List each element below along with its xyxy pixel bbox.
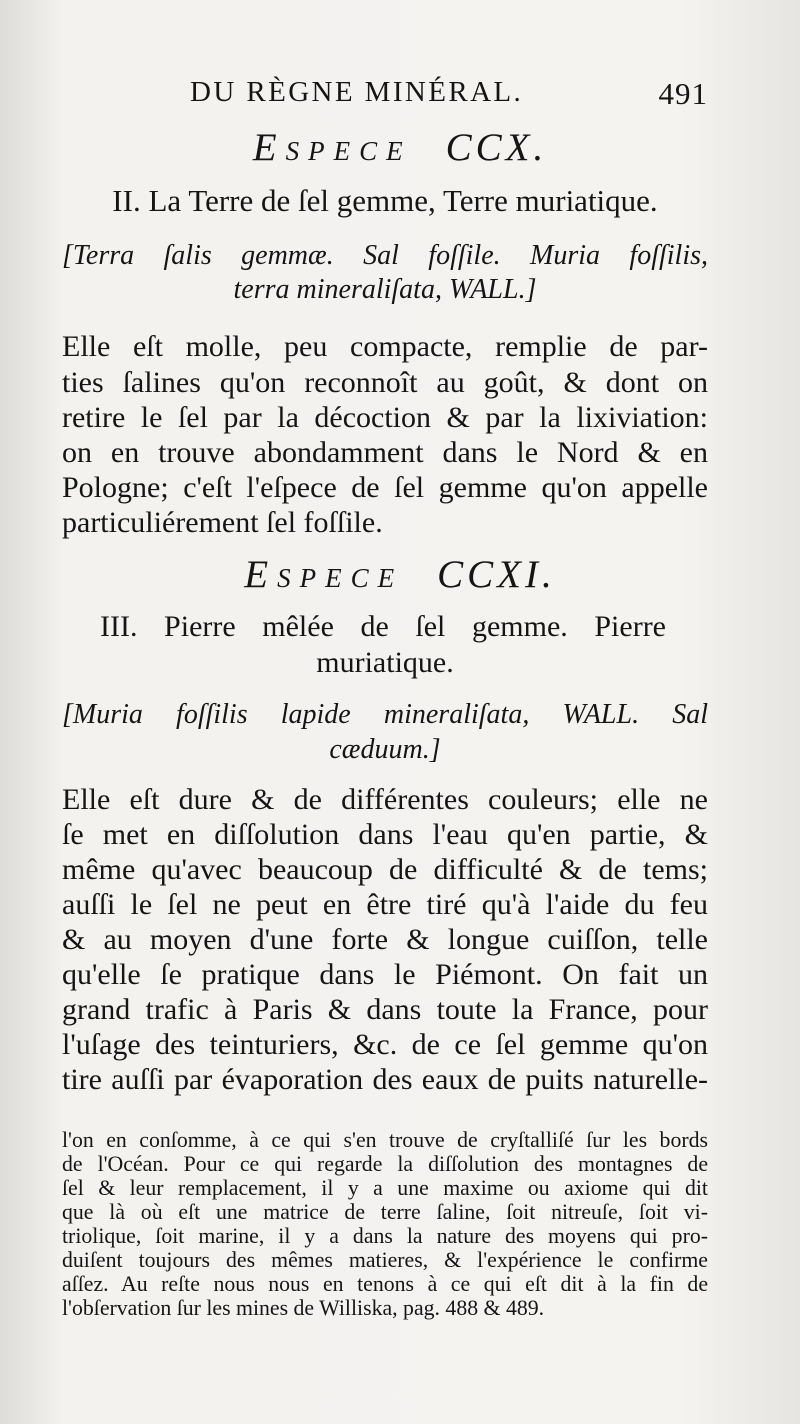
entry-iii-description-line: grand trafic à Paris & dans toute la France, pour — [62, 993, 708, 1026]
entry-iii-description-line: & au moyen d'une forte & longue cuiſſon, telle — [62, 923, 708, 956]
page-number: 491 — [658, 76, 708, 111]
footnote-line: ſel & leur remplacement, il y a une maxime ou axiome qui dit — [62, 1176, 708, 1200]
footnote-line: aſſez. Au reſte nous nous en tenons à ce qui eſt dit à la fin de — [62, 1272, 708, 1296]
entry-ii-description-line: Elle eſt molle, peu compacte, remplie de par- — [62, 330, 708, 363]
entry-iii-description-line: qu'elle ſe pratique dans le Piémont. On fait un — [62, 958, 708, 991]
footnote-line: que là où eſt une matrice de terre ſaline, ſoit nitreuſe, ſoit vi- — [62, 1200, 708, 1224]
entry-iii-description-line: Elle eſt dure & de différentes couleurs; elle ne — [62, 783, 708, 816]
entry-ii-description-line: Pologne; c'eſt l'eſpece de ſel gemme qu'on appelle — [62, 471, 708, 504]
entry-ii-description-line: retire le ſel par la décoction & par la lixiviation: — [62, 401, 708, 434]
entry-ii-description-line: on en trouve abondamment dans le Nord & en — [62, 436, 708, 469]
entry-iii-description-line: tire auſſi par évaporation des eaux de puits naturelle- — [62, 1063, 708, 1096]
entry-iii-description-line: l'uſage des teinturiers, &c. de ce ſel gemme qu'on — [62, 1028, 708, 1061]
entry-iii-description-line: même qu'avec beaucoup de difficulté & de tems; — [62, 853, 708, 886]
entry-iii-description-line: auſſi le ſel ne peut en être tiré qu'à l'aide du feu — [62, 888, 708, 921]
footnote-line: de l'Océan. Pour ce qui regarde la diſſolution des montagnes de — [62, 1152, 708, 1176]
entry-ii-title: II. La Terre de ſel gemme, Terre muriatique. — [112, 183, 658, 218]
entry-iii-synonym-line: [Muria foſſilis lapide mineraliſata, WALL. Sal — [62, 699, 708, 730]
footnote-line: triolique, ſoit marine, il y a dans la nature des moyens qui pro- — [62, 1224, 708, 1248]
entry-iii-title-line: muriatique. — [316, 646, 454, 679]
species-ccxi-heading — [0, 555, 800, 594]
entry-ii-description-line: particuliérement ſel foſſile. — [62, 506, 383, 539]
entry-iii-synonym-line: cæduum.] — [329, 734, 441, 765]
species-ccx-heading — [0, 128, 800, 167]
species-number: CCX. — [445, 126, 548, 169]
entry-ii-synonym-line: terra mineraliſata, WALL.] — [233, 274, 537, 305]
entry-iii-title-line: III. Pierre mêlée de ſel gemme. Pierre — [100, 610, 666, 643]
running-head: DU RÈGNE MINÉRAL. — [190, 76, 524, 108]
entry-ii-description-line: ties ſalines qu'on reconnoît au goût, & dont on — [62, 366, 708, 399]
species-label: Espece — [244, 553, 404, 596]
footnote-line: l'on en conſomme, à ce qui s'en trouve de cryſtalliſé ſur les bords — [62, 1128, 708, 1152]
entry-iii-description-line: ſe met en diſſolution dans l'eau qu'en partie, & — [62, 818, 708, 851]
footnote-line: duiſent toujours des mêmes matieres, & l'expérience le confirme — [62, 1248, 708, 1272]
footnote-line: l'obſervation ſur les mines de Williska, pag. 488 & 489. — [62, 1296, 545, 1320]
species-label: Espece — [252, 126, 412, 169]
entry-ii-synonym-line: [Terra ſalis gemmæ. Sal foſſile. Muria foſſilis, — [62, 240, 708, 271]
species-number: CCXI. — [437, 553, 556, 596]
